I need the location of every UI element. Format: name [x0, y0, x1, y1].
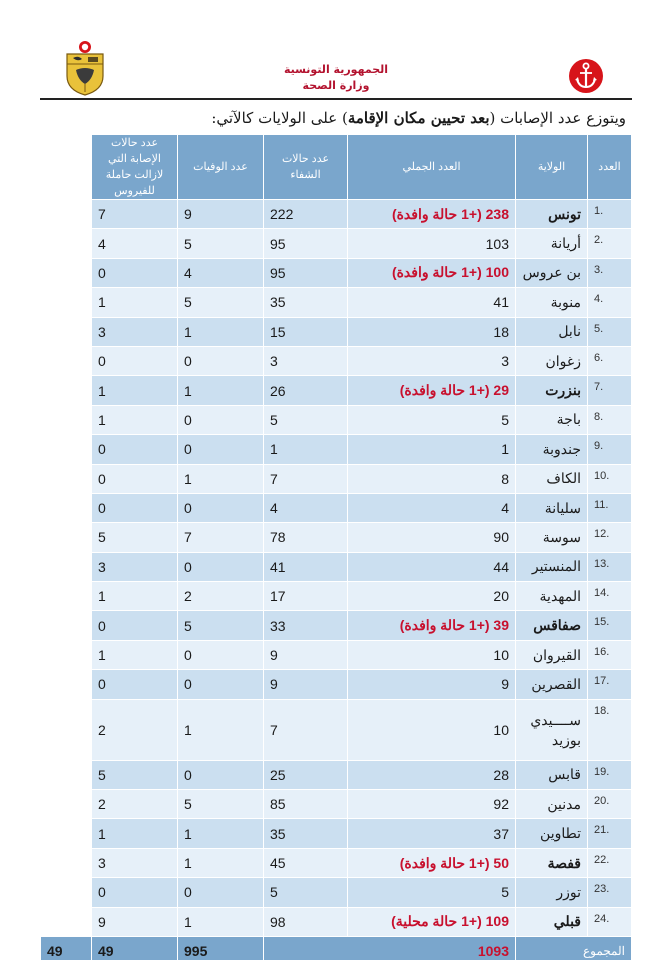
cell-deaths: 1: [178, 317, 264, 346]
cell-recovered: 35: [264, 819, 348, 848]
cell-total: 4: [348, 493, 516, 522]
cell-idx: 6.: [588, 346, 632, 375]
cell-active: 5: [92, 523, 178, 552]
header-idx: العدد: [588, 135, 632, 200]
cell-active: 0: [92, 464, 178, 493]
cell-total: 20: [348, 582, 516, 611]
cell-gov: مدنين: [516, 790, 588, 819]
cell-active: 1: [92, 288, 178, 317]
cell-active: 1: [92, 376, 178, 405]
cell-total: 5: [348, 405, 516, 434]
cell-gov: القيروان: [516, 640, 588, 669]
cell-recovered: 35: [264, 288, 348, 317]
table-row: [41, 640, 632, 669]
cell-deaths: 5: [178, 229, 264, 258]
cell-gov: سليانة: [516, 493, 588, 522]
table-row: [41, 493, 632, 522]
cell-gov: ســــيدي بوزيد: [516, 699, 588, 760]
cell-active: 0: [92, 611, 178, 640]
cell-active: 3: [92, 552, 178, 581]
cell-gov: نابل: [516, 317, 588, 346]
summary-total: 1093: [264, 936, 516, 960]
header-recovered: عدد حالات الشفاء: [264, 135, 348, 200]
cell-active: 0: [92, 670, 178, 699]
intro-after: ) على الولايات كالآتي:: [211, 109, 348, 127]
cell-idx: 19.: [588, 760, 632, 789]
cell-deaths: 7: [178, 523, 264, 552]
health-ministry-anchor-logo-icon: [568, 58, 604, 94]
republic-name: الجمهورية التونسية: [283, 63, 389, 76]
cell-gov: زغوان: [516, 346, 588, 375]
cell-idx: 15.: [588, 611, 632, 640]
cell-idx: 10.: [588, 464, 632, 493]
table-row: [41, 611, 632, 640]
cell-recovered: 5: [264, 405, 348, 434]
cell-idx: 11.: [588, 493, 632, 522]
cell-active: 0: [92, 878, 178, 907]
cell-active: 3: [92, 317, 178, 346]
ministry-title: [250, 62, 422, 94]
summary-label: المجموع: [516, 936, 632, 960]
cell-idx: 21.: [588, 819, 632, 848]
cell-gov: الكاف: [516, 464, 588, 493]
cell-gov: تونس: [516, 200, 588, 229]
header-governorate: الولاية: [516, 135, 588, 200]
cell-recovered: 9: [264, 640, 348, 669]
cell-recovered: 4: [264, 493, 348, 522]
cell-total: 39 (+1 حالة وافدة): [348, 611, 516, 640]
cell-active: 2: [92, 699, 178, 760]
cell-deaths: 2: [178, 582, 264, 611]
cell-recovered: 33: [264, 611, 348, 640]
cell-deaths: 1: [178, 907, 264, 936]
header-total: العدد الجملي: [348, 135, 516, 200]
table-row: [41, 699, 632, 760]
cell-total: 10: [348, 640, 516, 669]
document-header: [0, 0, 672, 100]
cell-deaths: 1: [178, 376, 264, 405]
cell-active: 1: [92, 405, 178, 434]
cell-active: 1: [92, 640, 178, 669]
cell-active: 0: [92, 346, 178, 375]
intro-before: ويتوزع عدد الإصابات (: [489, 109, 626, 127]
table-row: [41, 229, 632, 258]
cell-idx: 12.: [588, 523, 632, 552]
cell-gov: بن عروس: [516, 258, 588, 287]
cell-gov: قابس: [516, 760, 588, 789]
cell-recovered: 95: [264, 258, 348, 287]
table-row: [41, 582, 632, 611]
cell-recovered: 222: [264, 200, 348, 229]
cell-recovered: 17: [264, 582, 348, 611]
cell-total: 29 (+1 حالة وافدة): [348, 376, 516, 405]
cell-total: 109 (+1 حالة محلية): [348, 907, 516, 936]
summary-deaths: 49: [92, 936, 178, 960]
cell-deaths: 5: [178, 790, 264, 819]
cell-total: 8: [348, 464, 516, 493]
cell-recovered: 85: [264, 790, 348, 819]
cell-deaths: 0: [178, 435, 264, 464]
table-row: [41, 760, 632, 789]
cell-idx: 1.: [588, 200, 632, 229]
cell-recovered: 1: [264, 435, 348, 464]
table-row: [41, 819, 632, 848]
summary-active: 49: [41, 936, 92, 960]
cell-gov: جندوبة: [516, 435, 588, 464]
cell-active: 2: [92, 790, 178, 819]
cell-idx: 5.: [588, 317, 632, 346]
cell-recovered: 78: [264, 523, 348, 552]
cell-deaths: 0: [178, 493, 264, 522]
intro-bold: بعد تحيين مكان الإقامة: [347, 109, 490, 127]
cell-gov: تطاوين: [516, 819, 588, 848]
cell-recovered: 7: [264, 699, 348, 760]
cell-deaths: 5: [178, 611, 264, 640]
table-row: [41, 288, 632, 317]
table-row: [41, 552, 632, 581]
cell-idx: 17.: [588, 670, 632, 699]
cell-total: 10: [348, 699, 516, 760]
summary-recovered: 995: [178, 936, 264, 960]
header-divider: [40, 98, 632, 100]
cell-total: 3: [348, 346, 516, 375]
cell-recovered: 5: [264, 878, 348, 907]
cell-total: 5: [348, 878, 516, 907]
table-row: [41, 848, 632, 877]
cell-recovered: 41: [264, 552, 348, 581]
cell-idx: 14.: [588, 582, 632, 611]
cell-total: 44: [348, 552, 516, 581]
table-header-row: [41, 135, 632, 200]
cell-deaths: 1: [178, 464, 264, 493]
cell-active: 5: [92, 760, 178, 789]
cell-active: 9: [92, 907, 178, 936]
summary-row: [41, 936, 632, 960]
cell-active: 7: [92, 200, 178, 229]
cell-deaths: 0: [178, 670, 264, 699]
table-row: [41, 464, 632, 493]
cell-idx: 20.: [588, 790, 632, 819]
cell-deaths: 0: [178, 552, 264, 581]
cases-by-governorate-table: [40, 134, 632, 960]
cell-total: 18: [348, 317, 516, 346]
header-deaths: عدد الوفيات: [178, 135, 264, 200]
table-row: [41, 405, 632, 434]
cell-total: 9: [348, 670, 516, 699]
cell-recovered: 7: [264, 464, 348, 493]
cell-gov: أريانة: [516, 229, 588, 258]
cell-deaths: 0: [178, 760, 264, 789]
cell-active: 0: [92, 435, 178, 464]
cell-deaths: 0: [178, 346, 264, 375]
intro-sentence: [40, 106, 632, 130]
cell-idx: 23.: [588, 878, 632, 907]
cell-gov: صفاقس: [516, 611, 588, 640]
cell-gov: باجة: [516, 405, 588, 434]
cell-active: 1: [92, 819, 178, 848]
table-row: [41, 790, 632, 819]
cell-deaths: 9: [178, 200, 264, 229]
cell-gov: منوبة: [516, 288, 588, 317]
cell-gov: المنستير: [516, 552, 588, 581]
cell-gov: المهدية: [516, 582, 588, 611]
cell-deaths: 0: [178, 405, 264, 434]
cell-total: 90: [348, 523, 516, 552]
cell-recovered: 9: [264, 670, 348, 699]
cell-idx: 13.: [588, 552, 632, 581]
table-row: [41, 376, 632, 405]
cell-recovered: 95: [264, 229, 348, 258]
cell-idx: 16.: [588, 640, 632, 669]
cell-idx: 18.: [588, 699, 632, 760]
cell-recovered: 98: [264, 907, 348, 936]
cell-recovered: 45: [264, 848, 348, 877]
cell-recovered: 3: [264, 346, 348, 375]
cell-gov: قفصة: [516, 848, 588, 877]
cell-deaths: 5: [178, 288, 264, 317]
cell-deaths: 1: [178, 848, 264, 877]
cell-deaths: 0: [178, 640, 264, 669]
cell-active: 3: [92, 848, 178, 877]
cell-idx: 4.: [588, 288, 632, 317]
cell-recovered: 26: [264, 376, 348, 405]
cell-active: 0: [92, 493, 178, 522]
table-row: [41, 878, 632, 907]
cell-total: 50 (+1 حالة وافدة): [348, 848, 516, 877]
cell-total: 1: [348, 435, 516, 464]
cell-total: 37: [348, 819, 516, 848]
cell-gov: توزر: [516, 878, 588, 907]
cell-active: 4: [92, 229, 178, 258]
cell-active: 0: [92, 258, 178, 287]
cell-total: 41: [348, 288, 516, 317]
cell-idx: 7.: [588, 376, 632, 405]
table-row: [41, 523, 632, 552]
table-row: [41, 670, 632, 699]
cell-deaths: 1: [178, 699, 264, 760]
table-row: [41, 435, 632, 464]
table-row: [41, 200, 632, 229]
table-row: [41, 258, 632, 287]
cell-total: 103: [348, 229, 516, 258]
cell-idx: 22.: [588, 848, 632, 877]
cell-idx: 9.: [588, 435, 632, 464]
cell-deaths: 1: [178, 819, 264, 848]
cell-gov: قبلي: [516, 907, 588, 936]
cell-idx: 2.: [588, 229, 632, 258]
ministry-name: وزارة الصحة: [302, 79, 370, 92]
cell-gov: القصرين: [516, 670, 588, 699]
table-row: [41, 907, 632, 936]
cell-deaths: 4: [178, 258, 264, 287]
cell-recovered: 25: [264, 760, 348, 789]
header-active: عدد حالات الإصابة التي لازالت حاملة للفيروس: [92, 135, 178, 200]
cell-total: 28: [348, 760, 516, 789]
table-row: [41, 317, 632, 346]
cell-idx: 3.: [588, 258, 632, 287]
cell-total: 92: [348, 790, 516, 819]
table-row: [41, 346, 632, 375]
cell-idx: 24.: [588, 907, 632, 936]
cell-idx: 8.: [588, 405, 632, 434]
cell-recovered: 15: [264, 317, 348, 346]
cell-deaths: 0: [178, 878, 264, 907]
tunisia-coat-of-arms-icon: [62, 40, 108, 96]
cell-active: 1: [92, 582, 178, 611]
cell-gov: سوسة: [516, 523, 588, 552]
cell-gov: بنزرت: [516, 376, 588, 405]
cell-total: 238 (+1 حالة وافدة): [348, 200, 516, 229]
cell-total: 100 (+1 حالة وافدة): [348, 258, 516, 287]
